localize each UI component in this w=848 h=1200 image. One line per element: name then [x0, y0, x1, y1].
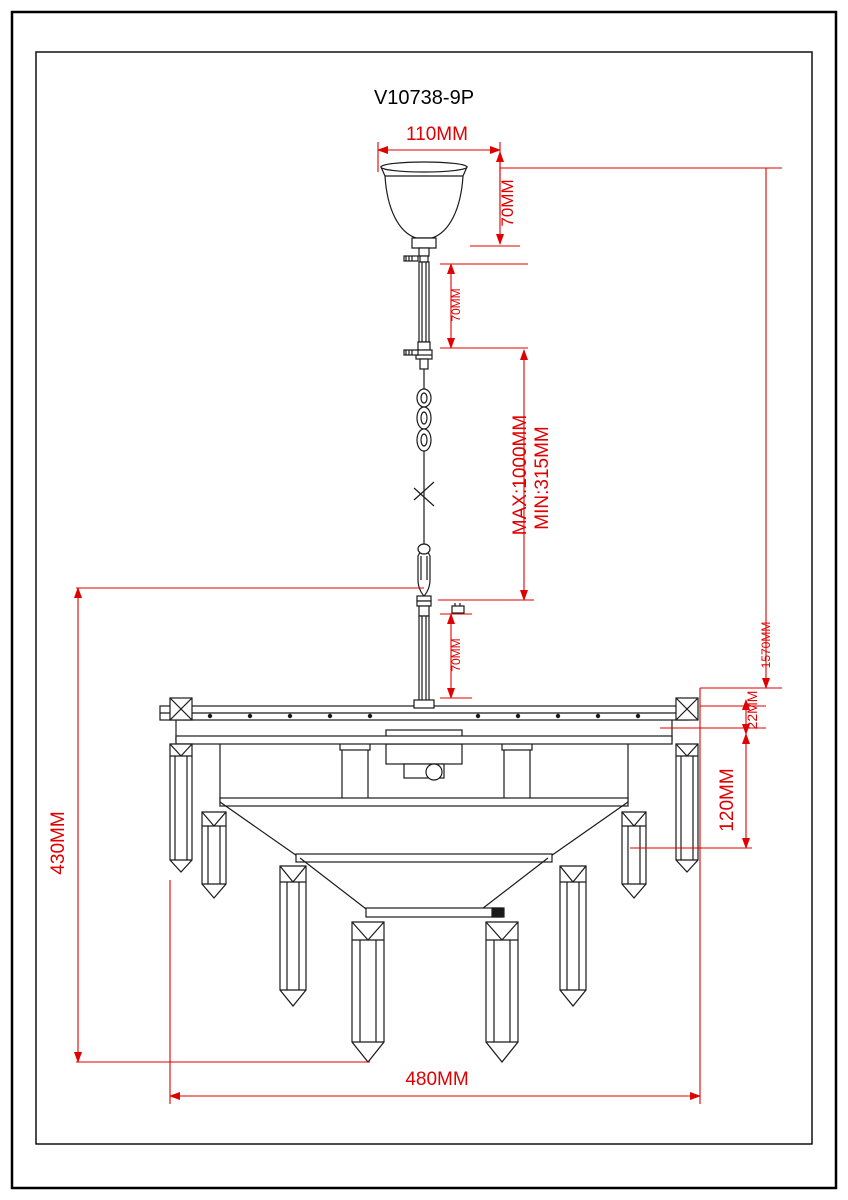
suspension-hook	[417, 544, 431, 606]
dim-label-fixture-width: 480MM	[405, 1069, 469, 1090]
mounting-plate	[160, 700, 688, 720]
dim-label-body-height: 120MM	[717, 768, 738, 832]
part-number-title: V10738-9P	[373, 87, 475, 109]
screw-lower	[404, 350, 418, 355]
dim-label-chain-max: MAX:1000MM	[510, 414, 531, 536]
dim-label-chain-min: MIN:315MM	[532, 426, 553, 530]
dim-label-upper-rod: 70MM	[449, 288, 463, 322]
dim-label-total-drop: 1570MM	[759, 621, 773, 669]
fixture-outline	[160, 162, 698, 1062]
frame-tier-3	[296, 854, 552, 917]
dim-label-fixture-height: 430MM	[48, 811, 69, 875]
dim-label-canopy-height: 70MM	[498, 179, 517, 227]
dim-label-lower-rod: 70MM	[449, 638, 463, 672]
dim-label-canopy-width: 110MM	[406, 124, 468, 145]
suspension-chain	[414, 369, 434, 545]
dim-label-plate-thickness: 22MM	[744, 690, 760, 730]
canopy	[381, 162, 467, 248]
screw-upper	[404, 256, 418, 261]
frame-tier-2	[220, 798, 628, 858]
